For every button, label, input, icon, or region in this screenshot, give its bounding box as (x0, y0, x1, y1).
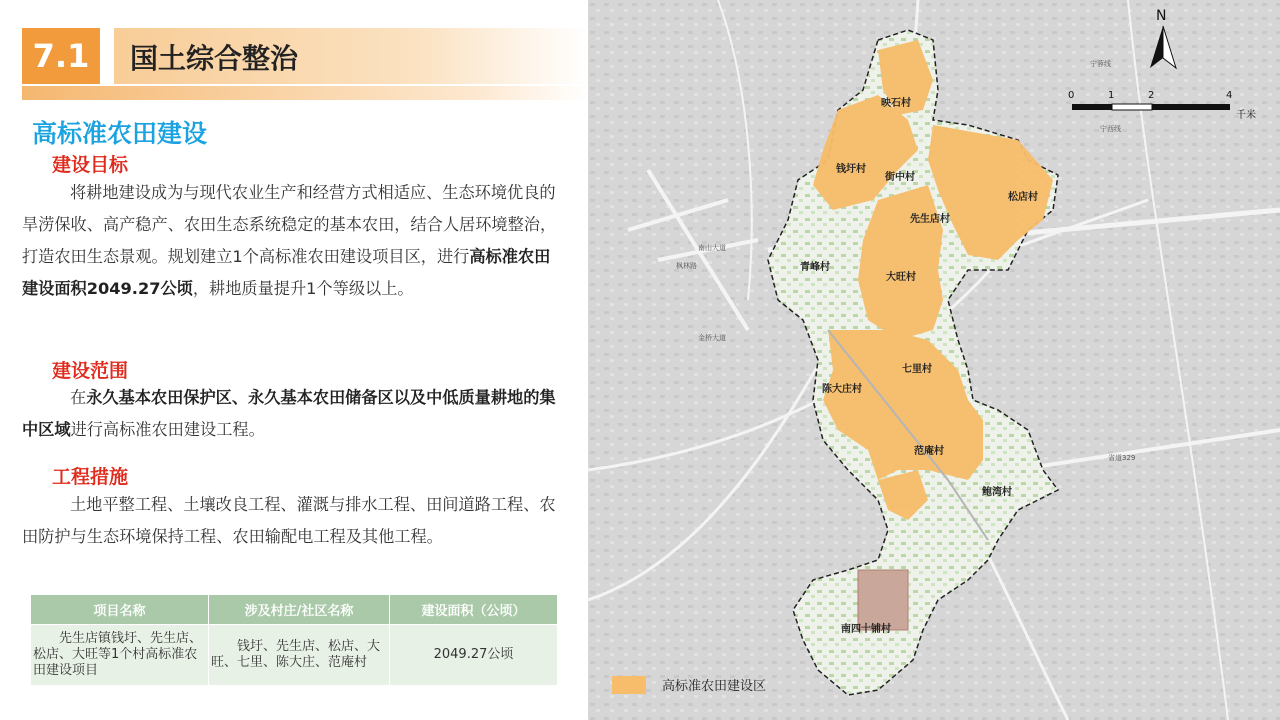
village-label: 钱圩村 (836, 164, 866, 175)
scale-tick: 2 (1148, 90, 1155, 101)
project-table (30, 594, 558, 686)
village-label: 松店村 (1008, 192, 1038, 203)
scope-text-bold: 永久基本农田保护区、永久基本农田储备区以及中低质量耕地的集中区域 (22, 388, 556, 439)
road-label: 金桥大道 (698, 334, 726, 342)
built-up-area (858, 570, 908, 630)
road-label: 宁蓉线 (1090, 60, 1111, 68)
measures-text (22, 489, 558, 553)
scale-tick: 4 (1226, 90, 1233, 101)
scale-tick: 0 (1068, 90, 1075, 101)
village-label: 大旺村 (886, 272, 916, 283)
road-label: 宁西线 (1100, 125, 1121, 133)
goal-text-after: ，耕地质量提升1个等级以上。 (192, 279, 414, 298)
table-header-area: 建设面积（公顷） (390, 595, 558, 625)
scale-tick: 1 (1108, 90, 1115, 101)
text-panel (0, 0, 588, 720)
legend-swatch (612, 676, 646, 694)
legend-label: 高标准农田建设区 (662, 679, 767, 694)
table-header-villages: 涉及村庄/社区名称 (209, 595, 390, 625)
scope-text-before: 在 (70, 388, 87, 407)
scale-unit: 千米 (1236, 110, 1256, 121)
title-underline (22, 86, 588, 100)
village-label: 映石村 (881, 98, 911, 109)
page-heading: 高标准农田建设 (32, 119, 208, 148)
village-label: 陈大庄村 (822, 384, 862, 395)
table-cell-area: 2049.27公顷 (390, 625, 558, 686)
village-label: 青峰村 (800, 262, 830, 273)
table-header-row (31, 595, 558, 625)
section-separator (100, 28, 114, 84)
section-number: 7.1 (22, 28, 100, 84)
table-header-project: 项目名称 (31, 595, 209, 625)
village-label: 街中村 (885, 172, 915, 183)
village-label: 先生店村 (910, 214, 950, 225)
goal-title: 建设目标 (52, 154, 129, 176)
scope-text-after: 进行高标准农田建设工程。 (70, 420, 265, 439)
goal-text-bold: 高标准农田建设面积2049.27公顷 (22, 247, 551, 298)
measures-title: 工程措施 (52, 466, 129, 488)
goal-text-before: 将耕地建设成为与现代农业生产和经营方式相适应、生态环境优良的旱涝保收、高产稳产、农田生态系统稳定的基本农田，结合人居环境整治，打造农田生态景观。规划建立1个高标准农田建设项目区，进行 (22, 183, 557, 266)
farmland-map (588, 0, 1280, 720)
north-label: N (1156, 8, 1167, 24)
road-label: 枫林路 (676, 262, 697, 270)
village-label: 七里村 (902, 364, 932, 375)
village-label: 范庵村 (914, 446, 944, 457)
measures-text-body: 土地平整工程、土壤改良工程、灌溉与排水工程、田间道路工程、农田防护与生态环境保持工程、农田输配电工程及其他工程。 (22, 495, 556, 546)
table-cell-project: 先生店镇钱圩、先生店、松店、大旺等1个村高标准农田建设项目 (31, 625, 209, 686)
goal-text (22, 177, 558, 305)
scope-text (22, 382, 558, 446)
village-label: 鲍湾村 (982, 487, 1012, 498)
village-label: 南四十铺村 (841, 624, 891, 635)
section-title: 国土综合整治 (130, 42, 299, 75)
table-cell-villages: 钱圩、先生店、松店、大旺、七里、陈大庄、范庵村 (209, 625, 390, 686)
scope-title: 建设范围 (52, 360, 129, 382)
road-label: 南山大道 (698, 244, 726, 252)
road-label: 省道329 (1108, 454, 1136, 462)
table-row (31, 625, 558, 686)
map-legend (612, 676, 766, 694)
